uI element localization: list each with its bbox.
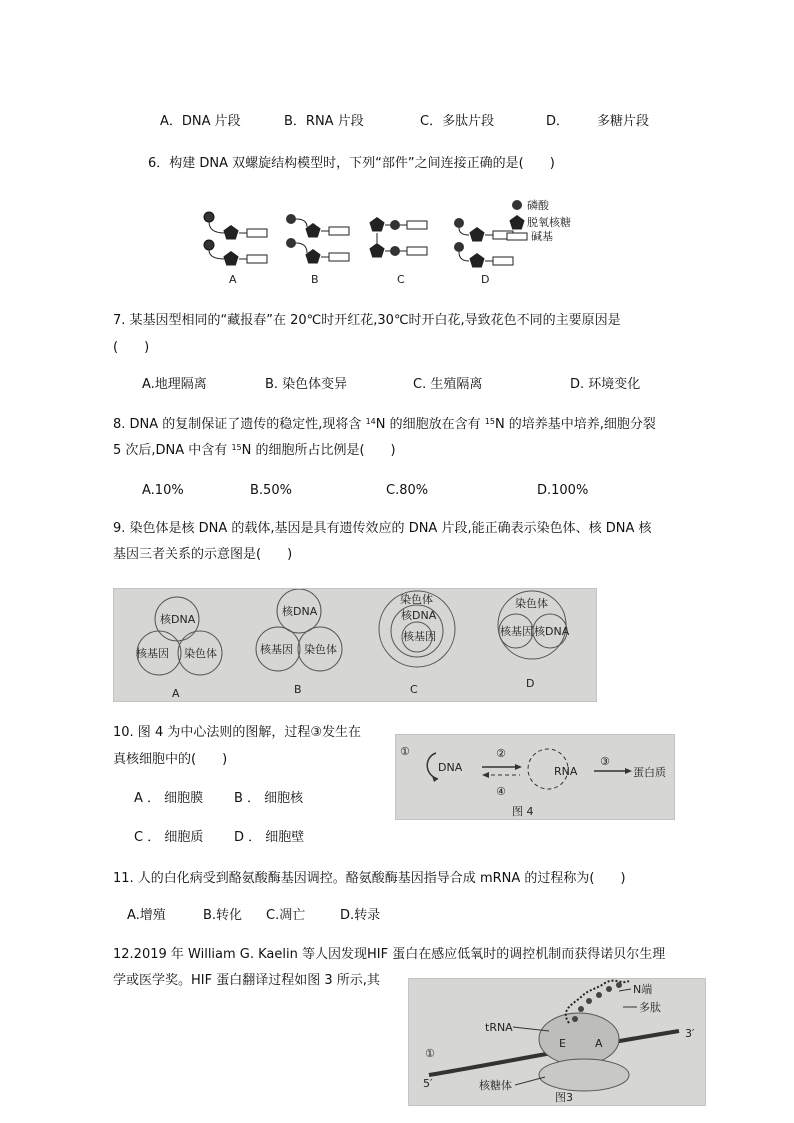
q9-c-gene: 核基因 [403, 630, 436, 643]
q10-figure-photo [395, 734, 675, 820]
q5-option-d-text: 多糖片段 [597, 114, 650, 129]
q6-label-c: C [397, 273, 405, 286]
q9-b-dna: 核DNA [282, 605, 318, 618]
q6-nucleotide-figure [195, 195, 575, 295]
q6-stem: 6．构建 DNA 双螺旋结构模型时，下列“部件”之间连接正确的是( ) [148, 156, 555, 171]
q8-option-d: D.100% [537, 483, 589, 498]
q11-option-b: B.转化 [203, 908, 243, 923]
q9-label-d: D [526, 677, 535, 690]
fig4-n4: ④ [496, 785, 506, 798]
q11-option-c: C.凋亡 [266, 908, 306, 923]
fig4-protein: 蛋白质 [633, 766, 666, 779]
q9-a-gene: 核基因 [136, 647, 169, 660]
q9-d-gene: 核基因 [500, 625, 533, 638]
q7-option-b: B. 染色体变异 [265, 377, 348, 392]
q10-central-dogma [396, 735, 674, 819]
q9-c-chrom: 染色体 [400, 593, 433, 606]
q9-label-b: B [294, 683, 302, 696]
legend-base: 碱基 [531, 230, 553, 243]
q5-option-c: C．多肽片段 [420, 114, 495, 129]
q9-d-dna: 核DNA [534, 625, 570, 638]
q9-stem-1: 9. 染色体是核 DNA 的载体,基因是具有遗传效应的 DNA 片段,能正确表示染色体、核 DNA 核 [113, 521, 652, 536]
q6-legend [507, 198, 571, 243]
q9-label-a: A [172, 687, 180, 700]
q5-option-b: B．RNA 片段 [284, 114, 364, 129]
fig3-3end: 3′ [685, 1027, 695, 1040]
q7-option-d: D. 环境变化 [570, 377, 641, 392]
q10-option-d: D ． 细胞壁 [234, 830, 305, 845]
q9-venn-diagrams [114, 589, 596, 701]
q11-stem: 11. 人的白化病受到酪氨酸酶基因调控。酪氨酸酶基因指导合成 mRNA 的过程称为( ) [113, 871, 626, 886]
q10-stem-1: 10. 图 4 为中心法则的图解，过程③发生在 [113, 725, 361, 740]
q9-label-c: C [410, 683, 418, 696]
q12-stem-1: 12.2019 年 William G. Kaelin 等人因发现HIF 蛋白在感应低氧时的调控机制而获得诺贝尔生理 [113, 947, 666, 962]
legend-deoxyribose: 脱氧核糖 [527, 216, 571, 229]
fig3-n-end: N端 [633, 983, 653, 996]
q5-option-d: D． [546, 114, 570, 129]
q6-label-d: D [481, 273, 490, 286]
q11-option-a: A.增殖 [127, 908, 166, 923]
fig3-site-a: A [595, 1037, 603, 1050]
q8-option-c: C.80% [386, 483, 429, 498]
q6-model-c [369, 217, 427, 258]
fig3-caption: 图3 [555, 1091, 573, 1104]
q9-c-dna: 核DNA [401, 609, 437, 622]
q7-stem-1: 7. 某基因型相同的“藏报春”在 20℃时开红花,30℃时开白花,导致花色不同的主要原因是 [113, 313, 621, 328]
q6-model-b [286, 214, 349, 264]
fig3-ribosome-label: 核糖体 [479, 1079, 512, 1092]
q12-figure-photo [408, 978, 706, 1106]
legend-phosphate: 磷酸 [527, 199, 549, 212]
q9-b-chrom: 染色体 [304, 643, 337, 656]
fig3-trna: tRNA [485, 1021, 513, 1034]
fig3-n1: ① [425, 1047, 435, 1060]
fig3-site-e: E [559, 1037, 566, 1050]
q9-figure-photo [113, 588, 597, 702]
fig3-peptide: 多肽 [639, 1001, 661, 1014]
q12-translation-diagram [409, 979, 705, 1105]
q10-option-c: C ． 细胞质 [134, 830, 204, 845]
q10-stem-2: 真核细胞中的( ) [113, 752, 228, 767]
q9-b-gene: 核基因 [260, 643, 293, 656]
q11-option-d: D.转录 [340, 908, 381, 923]
q7-option-a: A.地理隔离 [142, 377, 207, 392]
q6-label-b: B [311, 273, 319, 286]
q8-option-a: A.10% [142, 483, 184, 498]
q9-a-chrom: 染色体 [184, 647, 217, 660]
q5-option-a: A．DNA 片段 [160, 114, 241, 129]
q6-model-a [204, 212, 267, 266]
fig3-5end: 5′ [423, 1077, 433, 1090]
q7-option-c: C. 生殖隔离 [413, 377, 483, 392]
q8-stem-2: 5 次后,DNA 中含有 $^{15}$N 的细胞所占比例是( ) [113, 443, 396, 458]
q9-a-dna: 核DNA [160, 613, 196, 626]
fig4-n3: ③ [600, 755, 610, 768]
q7-stem-2: ( ) [113, 340, 150, 355]
fig4-n1: ① [400, 745, 410, 758]
q12-stem-2: 学或医学奖。HIF 蛋白翻译过程如图 3 所示,其 [113, 973, 380, 988]
q10-option-a: A ． 细胞膜 [134, 791, 204, 806]
q10-option-b: B ． 细胞核 [234, 791, 304, 806]
fig4-caption: 图 4 [512, 805, 534, 818]
fig4-dna: DNA [438, 761, 463, 774]
q6-model-d [454, 218, 513, 268]
q8-stem-1: 8. DNA 的复制保证了遗传的稳定性,现将含 $^{14}$N 的细胞放在含有 $^{15}$N 的培养基中培养,细胞分裂 [113, 417, 656, 432]
q9-stem-2: 基因三者关系的示意图是( ) [113, 547, 293, 562]
q9-d-chrom: 染色体 [515, 597, 548, 610]
q6-label-a: A [229, 273, 237, 286]
fig4-rna: RNA [554, 765, 578, 778]
fig4-n2: ② [496, 747, 506, 760]
q8-option-b: B.50% [250, 483, 292, 498]
